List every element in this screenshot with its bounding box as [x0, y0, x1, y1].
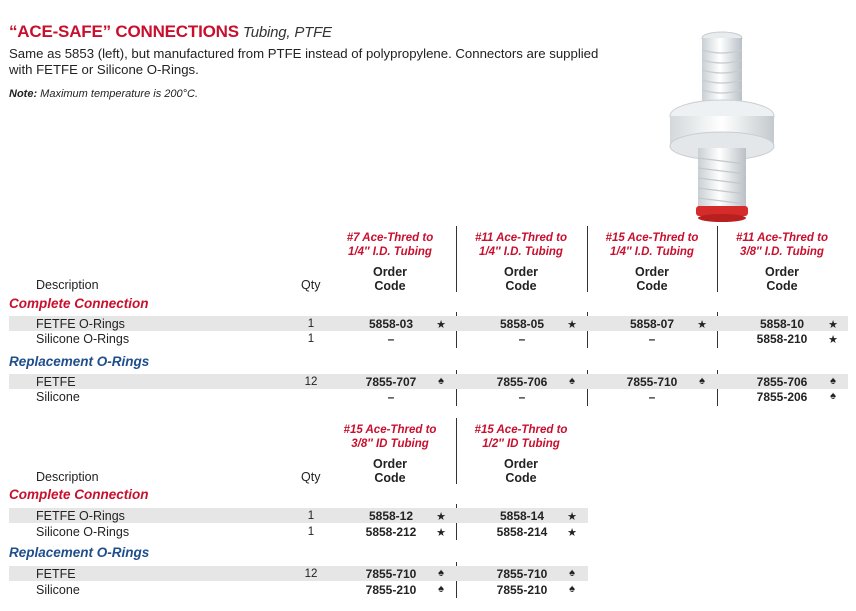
spade-icon: ♠ [569, 375, 575, 387]
page-title [9, 22, 332, 42]
description-line-1: Same as 5853 (left), but manufactured from PTFE instead of polypropylene. Connectors are supplied [9, 46, 599, 61]
code-label: Code [766, 279, 798, 293]
order-label: Order [503, 265, 539, 279]
spade-icon: ♠ [699, 375, 705, 387]
star-icon: ★ [567, 527, 577, 539]
order-code-header [461, 457, 581, 485]
code-label: Code [636, 279, 668, 293]
column-header [330, 424, 450, 451]
product-description [9, 46, 609, 78]
star-icon: ★ [567, 319, 577, 331]
column-header-line: #11 Ace-Thred to [735, 232, 829, 244]
code-label: Code [505, 279, 537, 293]
column-divider [456, 418, 457, 484]
star-icon: ★ [697, 319, 707, 331]
column-header-line: #11 Ace-Thred to [474, 232, 568, 244]
order-label: Order [503, 457, 539, 471]
order-code: 7855-706 [496, 375, 548, 389]
column-header-line: 1/4″ I.D. Tubing [610, 245, 694, 258]
column-header-line: #15 Ace-Thred to [343, 424, 437, 436]
row-description: Silicone O-Rings [36, 525, 130, 539]
order-code: 7855-210 [365, 583, 417, 597]
order-code: – [648, 390, 656, 404]
note-text: Maximum temperature is 200°C. [37, 88, 199, 100]
row-description: Silicone O-Rings [36, 332, 130, 346]
column-header-line: #15 Ace-Thred to [605, 232, 699, 244]
description-header: Description [36, 278, 99, 292]
note-label: Note: [9, 88, 38, 100]
order-code-header [722, 265, 842, 293]
order-code: – [387, 390, 395, 404]
column-divider [456, 226, 457, 292]
order-code: 7855-707 [365, 375, 417, 389]
column-header [330, 232, 450, 259]
star-icon: ★ [828, 319, 838, 331]
column-header [461, 424, 581, 451]
subtitle: Tubing, PTFE [242, 24, 332, 41]
section-complete-connection: Complete Connection [9, 487, 149, 502]
column-header [722, 232, 842, 259]
spade-icon: ♠ [438, 375, 444, 387]
column-header-line: #15 Ace-Thred to [474, 424, 568, 436]
order-label: Order [372, 457, 408, 471]
order-code: 7855-206 [756, 390, 808, 404]
row-qty: 12 [304, 568, 318, 580]
order-code: 5858-214 [496, 525, 548, 539]
order-code: 7855-710 [365, 567, 417, 581]
order-code: 7855-706 [756, 375, 808, 389]
column-divider [587, 226, 588, 292]
order-code: – [648, 332, 656, 346]
spade-icon: ♠ [830, 390, 836, 402]
qty-header: Qty [301, 278, 321, 292]
title-text: “ACE-SAFE” CONNECTIONS [9, 22, 239, 41]
star-icon: ★ [828, 334, 838, 346]
spade-icon: ♠ [569, 567, 575, 579]
description-line-2: with FETFE or Silicone O-Rings. [9, 62, 199, 77]
section-replacement-orings: Replacement O-Rings [9, 354, 150, 369]
order-code: 5858-03 [368, 317, 414, 331]
row-qty: 1 [307, 333, 315, 345]
order-code: – [518, 390, 526, 404]
description-header: Description [36, 470, 99, 484]
order-label: Order [372, 265, 408, 279]
order-code: 7855-710 [626, 375, 678, 389]
order-label: Order [634, 265, 670, 279]
order-code: – [518, 332, 526, 346]
column-header-line: #7 Ace-Thred to [346, 232, 434, 244]
code-label: Code [374, 471, 406, 485]
spade-icon: ♠ [830, 375, 836, 387]
row-description: FETFE [36, 567, 76, 581]
row-description: FETFE O-Rings [36, 317, 125, 331]
row-description: FETFE [36, 375, 76, 389]
qty-header: Qty [301, 470, 321, 484]
section-complete-connection: Complete Connection [9, 296, 149, 311]
code-label: Code [505, 471, 537, 485]
order-code: 5858-12 [368, 509, 414, 523]
order-code-header [330, 265, 450, 293]
star-icon: ★ [567, 511, 577, 523]
column-header [461, 232, 581, 259]
order-code: 5858-05 [499, 317, 545, 331]
column-header-line: 1/2″ ID Tubing [482, 437, 560, 450]
row-description: Silicone [36, 583, 80, 597]
column-header-line: 1/4″ I.D. Tubing [479, 245, 563, 258]
row-description: Silicone [36, 390, 80, 404]
order-code: 5858-210 [756, 332, 808, 346]
order-code: 5858-212 [365, 525, 417, 539]
column-header [592, 232, 712, 259]
order-code-header [461, 265, 581, 293]
star-icon: ★ [436, 511, 446, 523]
row-qty: 1 [307, 526, 315, 538]
column-header-line: 1/4″ I.D. Tubing [348, 245, 432, 258]
order-code: 5858-14 [499, 509, 545, 523]
row-qty: 1 [307, 510, 315, 522]
product-image [650, 28, 800, 228]
order-code: 7855-210 [496, 583, 548, 597]
order-code: – [387, 332, 395, 346]
code-label: Code [374, 279, 406, 293]
star-icon: ★ [436, 527, 446, 539]
row-qty: 1 [307, 318, 315, 330]
star-icon: ★ [436, 319, 446, 331]
column-divider [717, 226, 718, 292]
order-code: 5858-10 [759, 317, 805, 331]
order-code: 5858-07 [629, 317, 675, 331]
spade-icon: ♠ [438, 583, 444, 595]
spade-icon: ♠ [569, 583, 575, 595]
note [9, 88, 198, 100]
row-description: FETFE O-Rings [36, 509, 125, 523]
spade-icon: ♠ [438, 567, 444, 579]
column-header-line: 3/8″ I.D. Tubing [740, 245, 824, 258]
order-code-header [330, 457, 450, 485]
row-qty: 12 [304, 376, 318, 388]
order-code-header [592, 265, 712, 293]
section-replacement-orings: Replacement O-Rings [9, 545, 150, 560]
column-header-line: 3/8″ ID Tubing [351, 437, 429, 450]
order-code: 7855-710 [496, 567, 548, 581]
order-label: Order [764, 265, 800, 279]
